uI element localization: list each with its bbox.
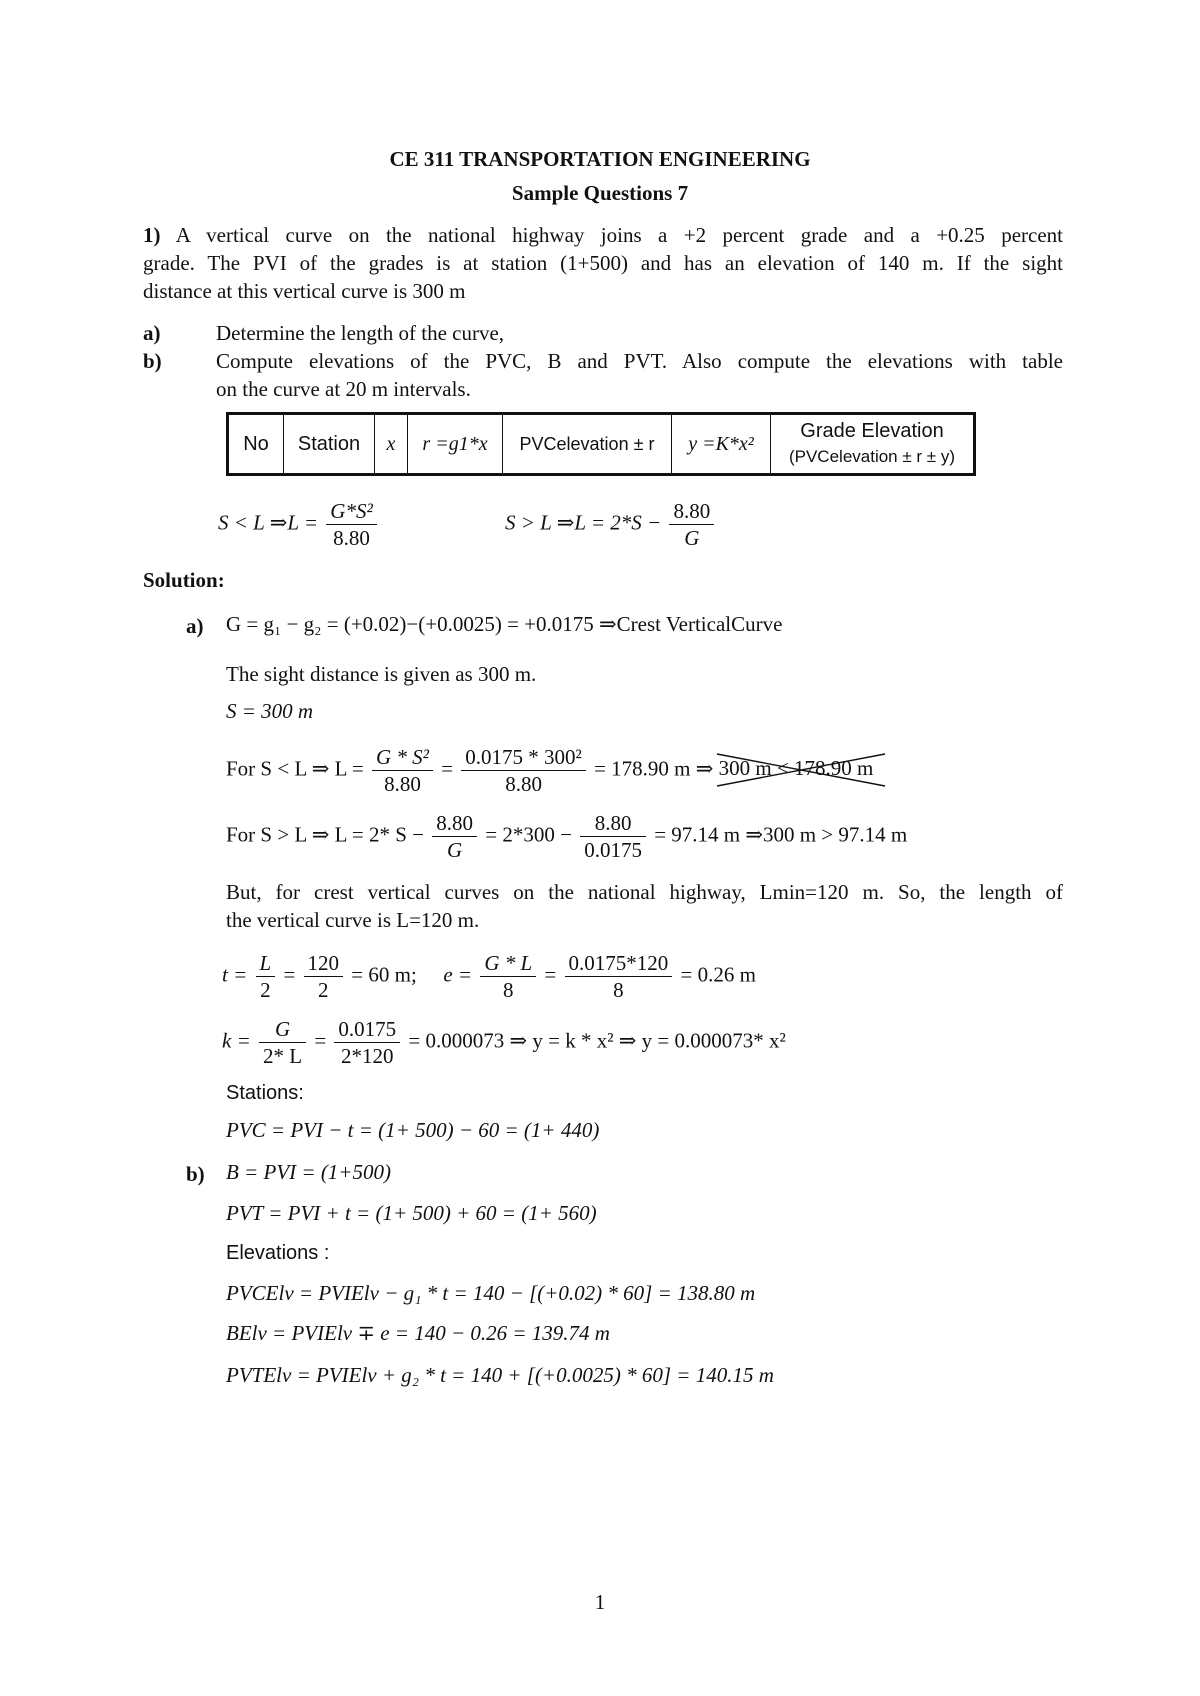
elevations-label: Elevations :	[226, 1242, 330, 1264]
col-station: Station	[284, 414, 375, 475]
question-line-1: 1) A vertical curve on the national highway joins a +2 percent grade and a +0.25 percent	[143, 223, 1063, 247]
crossed-out-comparison: 300 m < 178.90 m	[719, 756, 874, 781]
t-e-equation: t = $\frac{L}{2}$ = $\frac{120}{2}$ = 60 m; e = $\frac{G * L}{8}$ = $\frac{0.0175*120}{8}$ = 0.26 m	[222, 951, 756, 1002]
question-number: 1)	[143, 223, 161, 247]
col-x: x	[375, 414, 408, 475]
part-b-text-1: Compute elevations of the PVC, B and PVT. Also compute the elevations with table	[216, 349, 1063, 373]
elevation-table	[226, 412, 976, 476]
pvt-station-equation: PVT = PVI + t = (1+ 500) + 60 = (1+ 560)	[226, 1201, 597, 1225]
formula-s-less-l: S < L ⇒L = $\frac{\text{G*S²}}{8.80}$	[218, 498, 380, 551]
page-subtitle: Sample Questions 7	[511, 181, 689, 205]
table-header-row	[228, 414, 975, 475]
page-title: CE 311 TRANSPORTATION ENGINEERING	[389, 147, 811, 171]
k-equation: k = $\frac{G}{2* L}$ = $\frac{0.0175}{2*120}$ = 0.000073 ⇒ y = k * x² ⇒ y = 0.000073* x²	[222, 1017, 786, 1068]
b-elevation-equation: BElv = PVIElv ∓ e = 140 − 0.26 = 139.74 m	[226, 1321, 610, 1345]
pvc-station-equation: PVC = PVI − t = (1+ 500) − 60 = (1+ 440)	[226, 1118, 600, 1142]
formula-s-more-l: S > L ⇒L = 2*S − $\frac{8.80}{G}$	[505, 498, 717, 551]
but-line-1: But, for crest vertical curves on the national highway, Lmin=120 m. So, the length of	[226, 880, 1063, 904]
question-line-2: grade. The PVI of the grades is at station (1+500) and has an elevation of 140 m. If the sight	[143, 251, 1063, 275]
col-y: y =K*x²	[672, 414, 771, 475]
part-a-label: a)	[143, 321, 161, 345]
g-equation: G = g₁ − g₂ = (+0.02)−(+0.0025) = +0.0175 ⇒Crest VerticalCurve	[226, 612, 783, 636]
part-b-text-2: on the curve at 20 m intervals.	[216, 377, 471, 401]
pvc-elevation-equation: PVCElv = PVIElv − g₁ * t = 140 − [(+0.02) * 60] = 138.80 m	[226, 1281, 756, 1305]
but-line-2: the vertical curve is L=120 m.	[226, 908, 480, 932]
for-s-more-l-equation: For S > L ⇒ L = 2* S − $\frac{8.80}{G}$ = 2*300 − $\frac{8.80}{0.0175}$ = 97.14 m ⇒300 m > 97.14 m	[226, 811, 908, 862]
solution-a-label: a)	[186, 614, 204, 638]
solution-heading: Solution:	[143, 568, 225, 592]
for-s-less-l-equation: For S < L ⇒ L = $\frac{\text{G * S²}}{8.80}$ = $\frac{\text{0.0175 * 300²}}{8.80}$ = 178.90 m ⇒ 300 m < 178.90 m	[226, 744, 873, 797]
b-station-equation: B = PVI = (1+500)	[226, 1160, 391, 1184]
strike-through-mark	[715, 750, 889, 790]
col-pvc-elevation: PVCelevation ± r	[503, 414, 672, 475]
stations-label: Stations:	[226, 1082, 304, 1104]
col-grade-elevation: Grade Elevation (PVCelevation ± r ± y)	[771, 414, 975, 475]
pvt-elevation-equation: PVTElv = PVIElv + g₂ * t = 140 + [(+0.0025) * 60] = 140.15 m	[226, 1363, 774, 1387]
solution-b-label: b)	[186, 1162, 205, 1186]
s-equation: S = 300 m	[226, 699, 314, 723]
col-r: r =g1*x	[408, 414, 503, 475]
sight-distance-text: The sight distance is given as 300 m.	[226, 662, 537, 686]
col-no: No	[228, 414, 284, 475]
part-a-text: Determine the length of the curve,	[216, 321, 505, 345]
part-b-label: b)	[143, 349, 162, 373]
page-number: 1	[594, 1590, 606, 1614]
question-line-3: distance at this vertical curve is 300 m	[143, 279, 466, 303]
